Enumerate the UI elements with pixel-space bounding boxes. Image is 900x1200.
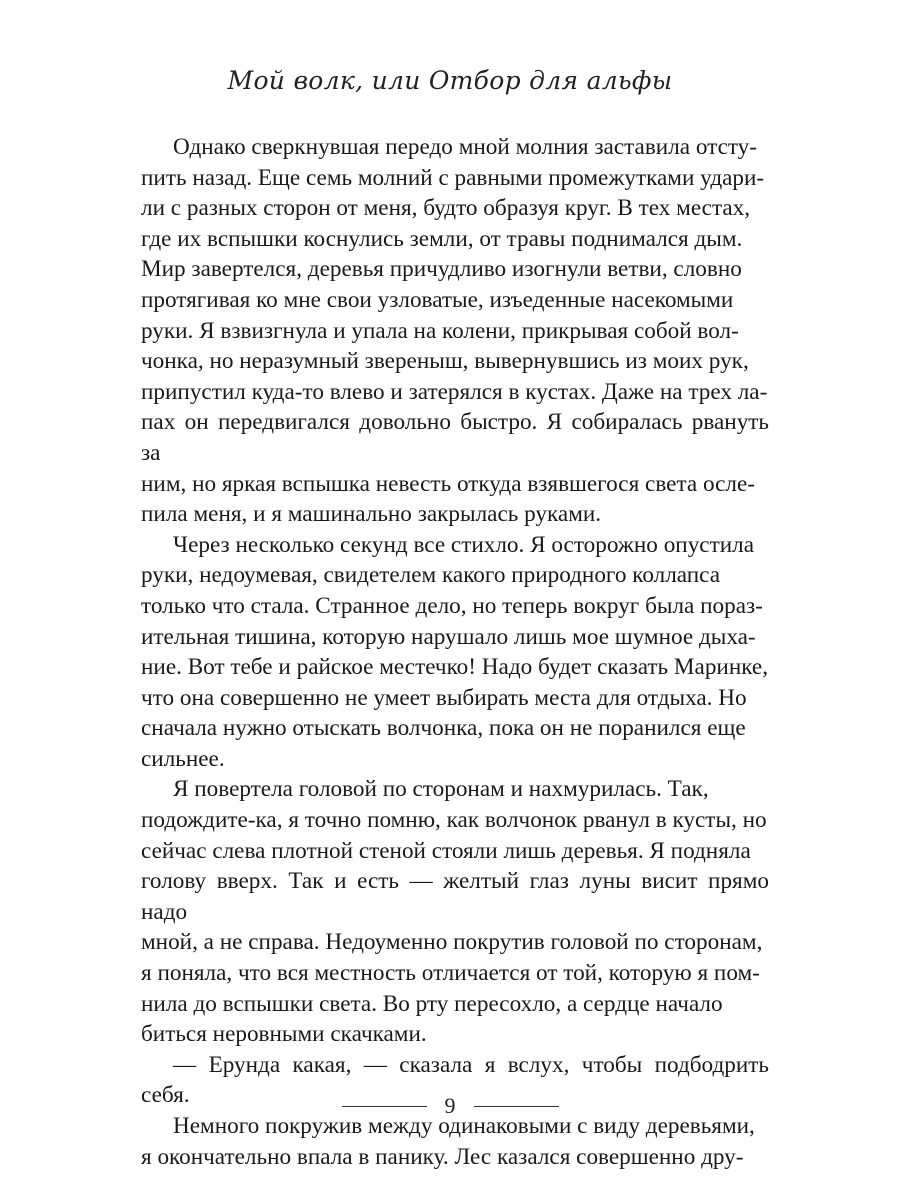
folio-rule-left: [342, 1106, 427, 1107]
running-title: Мой волк, или Отбор для альфы: [227, 66, 673, 95]
paragraph: Я повертела головой по сторонам и нахмурилась. Так, подождите-ка, я точно помню, как волчонок рванул в кусты, но сейчас слева плотной стеной стояли лишь деревья. Я подняла голову вверх. Так и есть — желтый глаз луны висит прямо надо мной, а не справа. Недоуменно покрутив головой по сторонам, я поняла, что вся местность отличается от той, которую я пом- нила до вспышки света. Во рту пересохло, а сердце начало биться неровными скачками.: [141, 776, 769, 1048]
paragraph: Через несколько секунд все стихло. Я осторожно опустила руки, недоумевая, свидетелем какого природного коллапса только что стала. Странное дело, но теперь вокруг была пораз- ительная тишина, которую нарушало лишь мое шумное дыха- ние. Вот тебе и райское местечко! Надо будет сказать Маринке, что она совершенно не умеет выбирать места для отдыха. Но сначала нужно отыскать волчонка, пока он не поранился еще сильнее.: [141, 531, 769, 772]
body-text: [141, 132, 769, 1172]
page-footer: [0, 1093, 900, 1119]
paragraph: Однако сверкнувшая передо мной молния заставила отсту- пить назад. Еще семь молний с равными промежутками удари- ли с разных сторон от меня, будто образуя круг. В тех местах, где их вспышки коснулись земли, от травы поднимался дым. Мир завертелся, деревья причудливо изогнули ветви, словно протягивая ко мне свои узловатые, изъеденные насекомыми руки. Я взвизгнула и упала на колени, прикрывая собой вол- чонка, но неразумный звереныш, вывернувшись из моих рук, припустил куда-то влево и затерялся в кустах. Даже на трех ла- пах он передвигался довольно быстро. Я собиралась рвануть за ним, но яркая вспышка невесть откуда взявшегося света осле- пила меня, и я машинально закрылась руками.: [141, 134, 769, 528]
page-number: 9: [444, 1093, 456, 1118]
folio-rule-right: [474, 1106, 559, 1107]
paragraph: — Ерунда какая, — сказала я вслух, чтобы подбодрить себя.: [141, 1051, 769, 1109]
paragraph: Немного покружив между одинаковыми с виду деревьями, я окончательно впала в панику. Лес казался совершенно дру-: [141, 1113, 755, 1170]
